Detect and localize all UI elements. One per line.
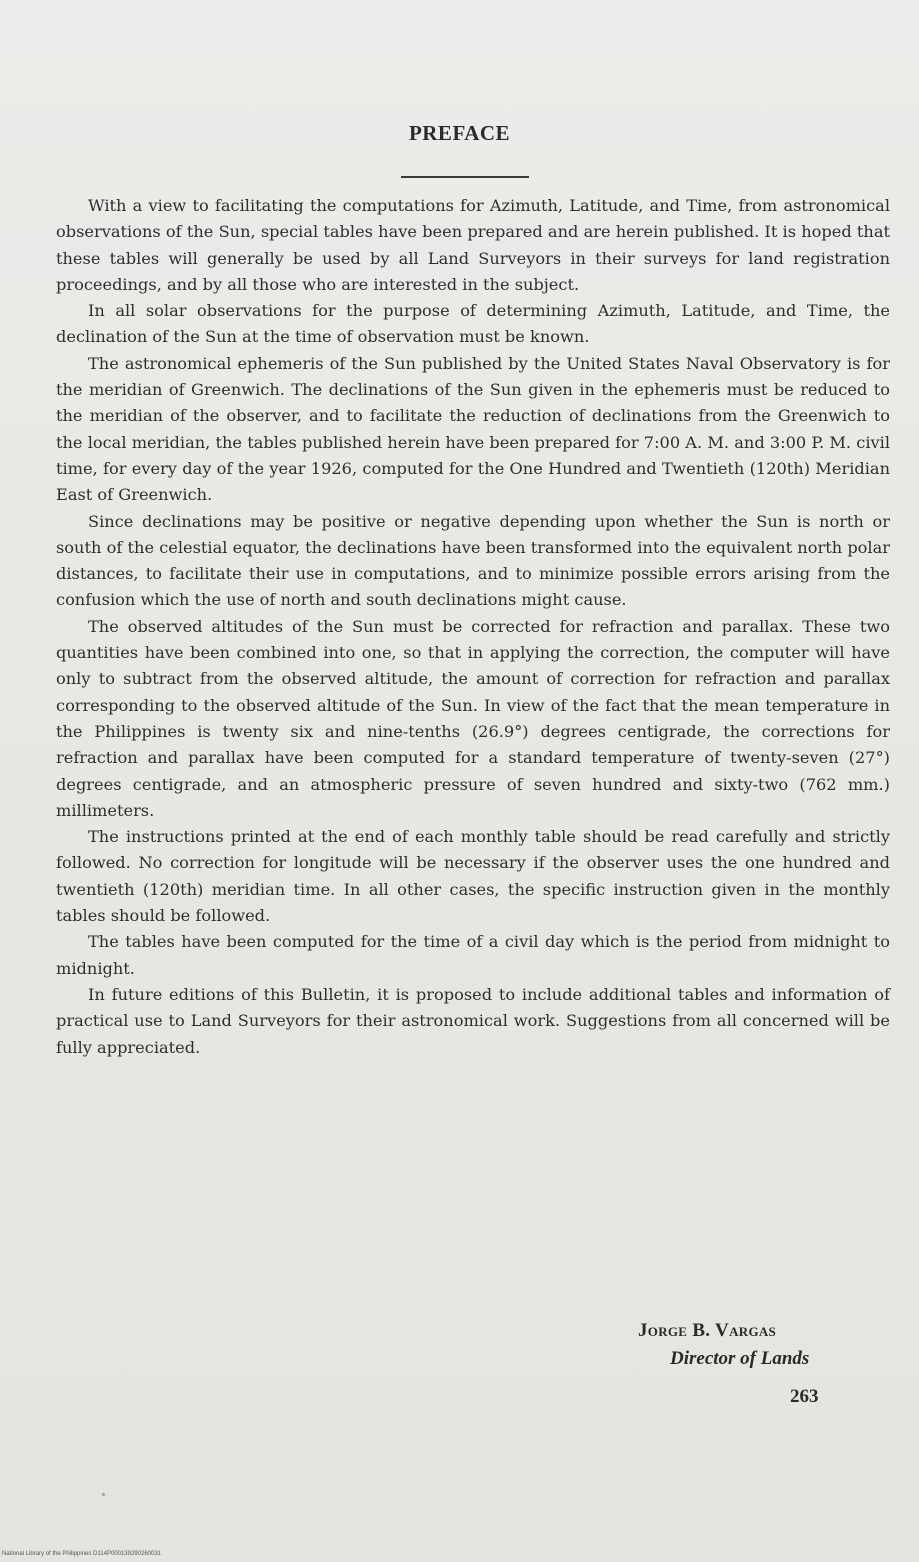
paragraph: The instructions printed at the end of each monthly table should be read carefully and strictly followed. No correction for longitude will be necessary if the observer uses the one hundred and twentieth (120th) meridian time. In all other cases, the specific instruction given in the monthly tables should be followed.: [56, 827, 890, 926]
paragraph: The observed altitudes of the Sun must be corrected for refraction and parallax. These two quantities have been combined into one, so that in applying the correction, the computer will have only to subtract from the observed altitude, the amount of correction for refraction and parallax corresponding to the observed altitude of the Sun. In view of the fact that the mean temperature in the Philippines is twenty six and nine-tenths (26.9°) degrees centigrade, the corrections for refraction and parallax have been computed for a standard temperature of twenty-seven (27°) degrees centigrade, and an atmospheric pressure of seven hundred and sixty-two (762 mm.) millimeters.: [56, 616, 890, 820]
paragraph: In all solar observations for the purpose of determining Azimuth, Latitude, and Time, the declination of the Sun at the time of observation must be known.: [56, 301, 890, 347]
scan-footer-id: National Library of the Philippines D114P000139290260031: [2, 1551, 162, 1557]
paper-speck: [102, 1493, 105, 1496]
page-title: PREFACE: [408, 121, 511, 145]
signatory-name: Jorge B. Vargas: [638, 1320, 777, 1341]
paragraph: The tables have been computed for the time of a civil day which is the period from midnight to midnight.: [56, 932, 890, 978]
preface-body: [56, 193, 890, 1061]
title-divider: [401, 176, 529, 178]
page-number: 263: [790, 1386, 819, 1407]
paragraph: With a view to facilitating the computations for Azimuth, Latitude, and Time, from astronomical observations of the Sun, special tables have been prepared and are herein published. It is hoped that these tables will generally be used by all Land Surveyors in their surveys for land registration proceedings, and by all those who are interested in the subject.: [56, 196, 890, 294]
paragraph: The astronomical ephemeris of the Sun published by the United States Naval Observatory is for the meridian of Greenwich. The declinations of the Sun given in the ephemeris must be reduced to the meridian of the observer, and to facilitate the reduction of declinations from the Greenwich to the local meridian, the tables published herein have been prepared for 7:00 A. M. and 3:00 P. M. civil time, for every day of the year 1926, computed for the One Hundred and Twentieth (120th) Meridian East of Greenwich.: [56, 353, 890, 505]
signature-block: [638, 1320, 908, 1370]
signatory-title: Director of Lands: [670, 1348, 810, 1369]
paragraph: Since declinations may be positive or negative depending upon whether the Sun is north or south of the celestial equator, the declinations have been transformed into the equivalent north polar distances, to facilitate their use in computations, and to minimize possible errors arising from the confusion which the use of north and south declinations might cause.: [56, 511, 890, 610]
paragraph: In future editions of this Bulletin, it is proposed to include additional tables and information of practical use to Land Surveyors for their astronomical work. Suggestions from all concerned will be fully appreciated.: [56, 984, 890, 1057]
